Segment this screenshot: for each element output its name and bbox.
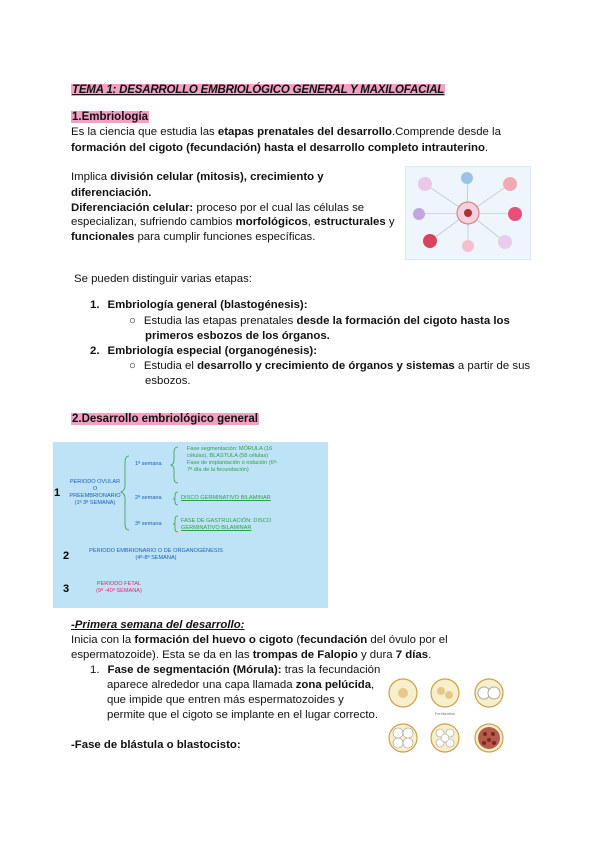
paragraph-diferenciacion-line1: Diferenciación celular: proceso por el cual las células se [71, 202, 365, 214]
paragraph-definition-line2: formación del cigoto (fecundación) hasta el desarrollo completo intrauterino. [71, 142, 489, 154]
segmentation-figure [385, 676, 513, 766]
figure-caption: Fertilization [434, 711, 456, 716]
semana-1-label: 1ª semana [135, 461, 162, 467]
semana-3-label: 3ª semana [135, 521, 162, 527]
paragraph-diferenciacion-line2: especializan, sufriendo cambios morfológicos, estructurales y [71, 216, 395, 228]
sub-item-blastogenesis-line2: primeros esbozos de los órganos. [145, 330, 330, 342]
semana-2-detail: DISCO GERMINATIVO BILAMINAR [181, 495, 271, 501]
paragraph-implica-line1: Implica división celular (mitosis), crecimiento y [71, 171, 324, 183]
paragraph-diferenciacion-line3: funcionales para cumplir funciones específicas. [71, 231, 316, 243]
segmentacion-line3: que impide que entren más espermatozoides y [107, 694, 344, 706]
semana-2-label: 2ª semana [135, 495, 162, 501]
segmentacion-line2: aparece alrededor una capa llamada zona pelúcida, [107, 679, 375, 691]
primera-semana-line2: espermatozoide). Esta se da en las trompas de Falopio y dura 7 días. [71, 649, 432, 661]
page-title: TEMA 1: DESARROLLO EMBRIOLÓGICO GENERAL Y MAXILOFACIAL [72, 84, 445, 96]
paragraph-definition-line1: Es la ciencia que estudia las etapas prenatales del desarrollo.Comprende desde la [71, 126, 501, 138]
section-2-heading: 2.Desarrollo embriológico general [72, 413, 258, 425]
semana-1-detail: Fase segmentación: MÓRULA (16 células), BLASTULA (58 células) Fase de implantación o nidación (6ª- 7ª día de la fecundación) [187, 446, 278, 473]
diagram-number-1: 1 [54, 487, 61, 499]
blastula-heading: -Fase de blástula o blastocisto: [71, 739, 241, 751]
cell-differentiation-figure [405, 166, 531, 260]
periodo-fetal-label: PERIODO FETAL (9ª -40ª SEMANA) [96, 581, 142, 594]
periodo-ovular-label: PERIODO OVULAR O PREEMBRIONARIO (1ª 3ª SEMANA) [69, 479, 121, 506]
segmentacion-line4: permite que el cigoto se implante en el lugar correcto. [107, 709, 378, 721]
semana-3-detail: FASE DE GASTRULACIÓN: DISCO GERMINATIVO BILAMINAR [181, 518, 272, 531]
segmentacion-line1: 1. Fase de segmentación (Mórula): tras la fecundación [90, 664, 381, 676]
sub-item-organogenesis-line2: esbozos. [145, 375, 191, 387]
section-1-heading: 1.Embriología [72, 111, 149, 123]
primera-semana-heading: -Primera semana del desarrollo: [71, 619, 245, 631]
primera-semana-line1: Inicia con la formación del huevo o cigoto (fecundación del óvulo por el [71, 634, 448, 646]
diagram-number-3: 3 [63, 583, 70, 595]
list-item-embriologia-especial: 2. Embriología especial (organogénesis): [90, 345, 318, 357]
periodo-embrionario-label: PERIODO EMBRIONARIO O DE ORGANOGÉNESIS (4ª-8ª SEMANA) [89, 548, 223, 561]
development-periods-diagram [53, 442, 328, 608]
sub-item-organogenesis-line1: ○ Estudia el desarrollo y crecimiento de órganos y sistemas a partir de sus [129, 360, 531, 372]
paragraph-implica-line2: diferenciación. [71, 187, 152, 199]
sub-item-blastogenesis-line1: ○ Estudia las etapas prenatales desde la formación del cigoto hasta los [129, 315, 510, 327]
list-item-embriologia-general: 1. Embriología general (blastogénesis): [90, 299, 308, 311]
diagram-number-2: 2 [63, 550, 70, 562]
paragraph-etapas: Se pueden distinguir varias etapas: [74, 273, 252, 285]
